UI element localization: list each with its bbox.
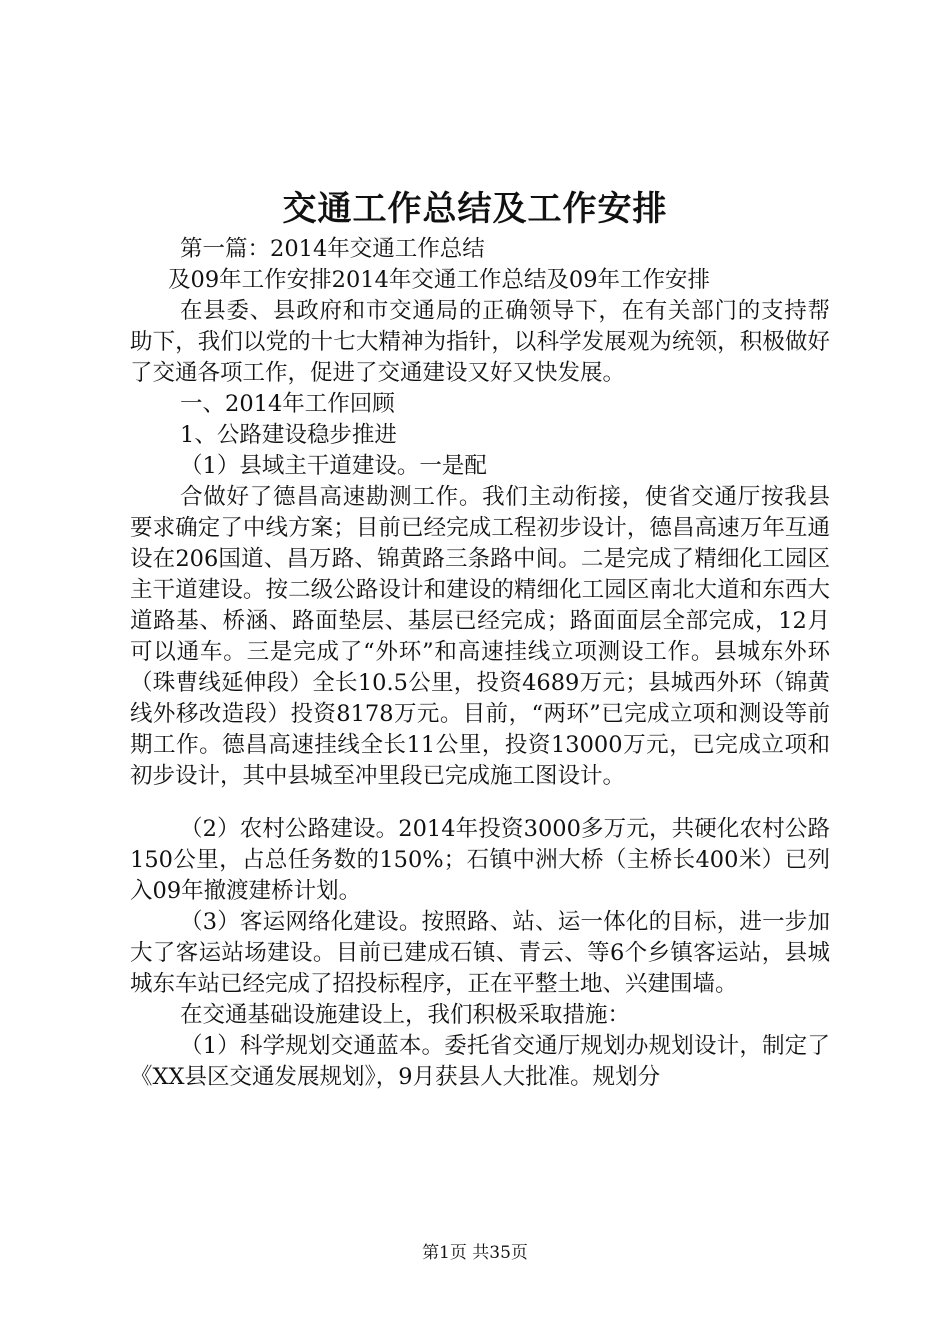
- paragraph-review-heading: 一、2014年工作回顾: [180, 391, 395, 417]
- paragraph-road-heading: 1、公路建设稳步推进: [180, 422, 397, 448]
- paragraph-subtitle: 及09年工作安排2014年交通工作总结及09年工作安排: [168, 267, 711, 293]
- page-footer: 第1页 共35页: [422, 1243, 528, 1263]
- paragraph-measures-heading: 在交通基础设施建设上，我们积极采取措施：: [180, 1002, 631, 1028]
- paragraph-gap: [130, 792, 830, 814]
- paragraph-intro: 在县委、县政府和市交通局的正确领导下，在有关部门的支持帮助下，我们以党的十七大精神为指针，以科学发展观为统领，积极做好了交通各项工作，促进了交通建设又好又快发展。: [130, 298, 830, 386]
- document-body: [130, 234, 830, 1093]
- paragraph-item-1-body: 合做好了德昌高速勘测工作。我们主动衔接，使省交通厅按我县要求确定了中线方案；目前已经完成工程初步设计，德昌高速万年互通设在206国道、昌万路、锦黄路三条路中间。二是完成了精细化工园区主干道建设。按二级公路设计和建设的精细化工园区南北大道和东西大道路基、桥涵、路面垫层、基层已经完成；路面面层全部完成，12月可以通车。三是完成了“外环”和高速挂线立项测设工作。县城东外环（珠曹线延伸段）全长10.5公里，投资4689万元；县城西外环（锦黄线外移改造段）投资8178万元。目前，“两环”已完成立项和测设等前期工作。德昌高速挂线全长11公里，投资13000万元，已完成立项和初步设计，其中县城至冲里段已完成施工图设计。: [130, 484, 830, 789]
- paragraph-item-3: （3）客运网络化建设。按照路、站、运一体化的目标，进一步加大了客运站场建设。目前已建成石镇、青云、等6个乡镇客运站，县城城东车站已经完成了招投标程序，正在平整土地、兴建围墙。: [130, 909, 830, 997]
- document-title: 交通工作总结及工作安排: [282, 189, 668, 229]
- paragraph-item-2: （2）农村公路建设。2014年投资3000多万元，共硬化农村公路150公里，占总任务数的150%；石镇中洲大桥（主桥长400米）已列入09年撤渡建桥计划。: [130, 816, 830, 904]
- paragraph-item-1-start: （1）县域主干道建设。一是配: [180, 453, 487, 479]
- paragraph-section-heading: 第一篇：2014年交通工作总结: [180, 236, 485, 262]
- paragraph-measure-1: （1）科学规划交通蓝本。委托省交通厅规划办规划设计，制定了《XX县区交通发展规划》，9月获县人大批准。规划分: [130, 1033, 830, 1090]
